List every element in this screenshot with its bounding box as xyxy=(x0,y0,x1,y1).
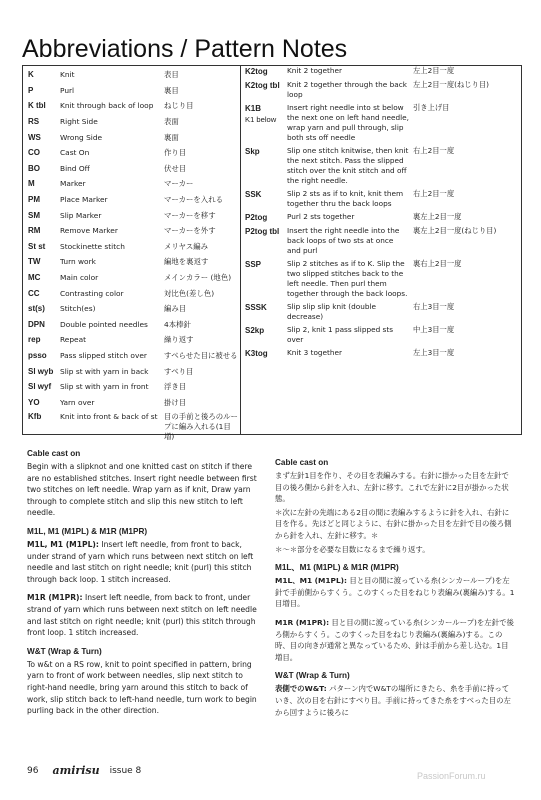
abbrev-english: Slip slip slip knit (double decrease) xyxy=(287,302,377,321)
m1r-paragraph xyxy=(27,592,259,638)
abbrev-row xyxy=(28,379,238,395)
abbrev-row xyxy=(245,66,520,77)
m1r-text-ja: 目と目の間に渡っている糸(シンカーループ)を左針で後ろ側からすくう。このすくった目をねじり表編み(裏編み)する。この時、目の向きが通常と異なっているため、針は手前から差し込む。1目増目。 xyxy=(275,617,514,662)
abbrev-english: Remove Marker xyxy=(60,226,118,236)
abbrev-japanese: 引き上げ目 xyxy=(413,103,450,112)
abbrev-japanese: メインカラー (地色) xyxy=(164,273,232,283)
abbrev-japanese: すべらせた目に被せる xyxy=(164,350,238,360)
abbrev-japanese: すべり目 xyxy=(164,366,194,376)
abbrev-english: Wrong Side xyxy=(60,132,103,142)
abbrev-english: Insert the right needle into the back loops of two sts at once and purl xyxy=(287,226,400,255)
abbrev-code: Sl wyb xyxy=(28,366,54,376)
m1r-text: Insert left needle, from back to front, under strand of yarn which runs between next stitch on left needle and last stitch on right needle; knit (purl) this stitch through front loop. 1 stitch increased. xyxy=(27,593,257,638)
abbrev-english: Cast On xyxy=(60,148,90,158)
abbrev-japanese: ねじり目 xyxy=(164,101,194,111)
abbrev-japanese: 中上3目一度 xyxy=(413,325,455,334)
abbrev-row xyxy=(245,80,520,100)
abbrev-code-cell xyxy=(245,189,287,209)
abbrev-code-cell xyxy=(245,103,287,143)
abbrev-code: P2tog xyxy=(245,213,268,222)
abbrev-code: YO xyxy=(28,397,40,407)
abbrev-english: Marker xyxy=(60,179,86,189)
m1r-label-ja: M1R (M1PR): xyxy=(275,617,330,627)
abbrev-japanese: 裏面 xyxy=(164,132,179,142)
abbreviations-table xyxy=(22,65,522,442)
m1-heading-ja: M1L、M1 (M1PL) & M1R (M1PR) xyxy=(275,563,399,573)
abbrev-code-cell xyxy=(245,146,287,186)
abbrev-code: SSK xyxy=(245,190,262,199)
abbrev-row xyxy=(28,207,238,223)
abbrev-row xyxy=(245,189,520,209)
m1l-paragraph-ja xyxy=(275,575,515,610)
abbrev-english: Bind Off xyxy=(60,163,90,173)
abbrev-code: K2tog tbl xyxy=(245,81,280,90)
abbrev-code: M xyxy=(28,179,35,189)
abbrev-english: Slip st with yarn in front xyxy=(60,382,149,392)
abbrev-japanese: 目の手前と後ろのループに編み入れる(1目増) xyxy=(164,412,238,442)
wt-label-ja: 表側でのW&T: xyxy=(275,684,327,694)
abbrev-row xyxy=(28,114,238,130)
abbrev-japanese: 裏右上2目一度 xyxy=(413,259,462,268)
abbrev-code: st(s) xyxy=(28,304,45,314)
abbrev-english: Knit 2 together through the back loop xyxy=(287,80,407,99)
abbrev-japanese: 対比色(差し色) xyxy=(164,288,215,298)
abbrev-japanese: 裏目 xyxy=(164,85,179,95)
abbrev-code-cell xyxy=(245,325,287,345)
abbrev-english: Pass slipped stitch over xyxy=(60,350,147,360)
abbrev-english: Insert right needle into st below the next one on left hand needle, wrap yarn and pull through, slip both sts off needle xyxy=(287,103,409,142)
wt-paragraph-ja xyxy=(275,683,515,718)
abbrev-code-cell xyxy=(245,348,287,359)
abbrev-code: rep xyxy=(28,335,41,345)
abbreviations-left-column xyxy=(28,67,238,442)
abbrev-english: Purl xyxy=(60,85,75,95)
abbrev-row xyxy=(28,301,238,317)
abbrev-japanese: 右上2目一度 xyxy=(413,189,455,198)
abbrev-row xyxy=(28,176,238,192)
abbrev-code: K tbl xyxy=(28,101,46,111)
column-divider xyxy=(240,66,241,434)
abbrev-row xyxy=(28,145,238,161)
cable-cast-on-heading-ja: Cable cast on xyxy=(275,458,329,467)
abbrev-row xyxy=(28,317,238,333)
abbrev-english: Slip 2, knit 1 pass slipped sts over xyxy=(287,325,393,344)
abbrev-japanese: メリヤス編み xyxy=(164,241,209,251)
abbrev-row xyxy=(245,212,520,223)
abbrev-japanese: 左上2目一度 xyxy=(413,66,455,75)
abbrev-japanese: 編み目 xyxy=(164,304,187,314)
abbrev-japanese: 伏せ目 xyxy=(164,163,187,173)
abbrev-row xyxy=(28,239,238,255)
abbrev-code: P2tog tbl xyxy=(245,227,280,236)
abbrev-english: Slip Marker xyxy=(60,210,102,220)
abbrev-code: K1B xyxy=(245,104,262,113)
abbrev-code: MC xyxy=(28,273,41,283)
notes-japanese xyxy=(275,457,515,725)
abbrev-code: CO xyxy=(28,148,40,158)
abbrev-english: Repeat xyxy=(60,335,87,345)
abbrev-row xyxy=(28,332,238,348)
abbrev-code-cell xyxy=(245,66,287,77)
cable-cast-on-text-ja-3: ＊〜＊部分を必要な目数になるまで繰り返す。 xyxy=(275,544,430,554)
abbrev-japanese: 4本棒針 xyxy=(164,319,191,329)
abbrev-code: DPN xyxy=(28,319,45,329)
abbrev-code: S2kp xyxy=(245,326,265,335)
abbrev-code: Kfb xyxy=(28,412,42,422)
m1l-text: Insert left needle, from front to back, under strand of yarn which runs between next stitch on left needle and last stitch on right needle; knit (purl) this stitch through back loop. 1 stitch increased. xyxy=(27,539,254,584)
abbrev-english: Double pointed needles xyxy=(60,319,148,329)
abbrev-code: St st xyxy=(28,241,46,251)
m1l-label-ja: M1L、M1 (M1PL): xyxy=(275,576,348,586)
abbrev-japanese: 右上3目一度 xyxy=(413,302,455,311)
abbrev-code: psso xyxy=(28,350,47,360)
abbrev-code: Sl wyf xyxy=(28,382,52,392)
abbrev-code-cell xyxy=(245,259,287,299)
page-number: 96 xyxy=(27,765,39,776)
m1r-paragraph-ja xyxy=(275,617,515,663)
abbrev-english: Knit 3 together xyxy=(287,348,343,357)
abbrev-english: Slip st with yarn in back xyxy=(60,366,149,376)
m1l-text-ja: 目と目の間に渡っている糸(シンカーループ)を左針で手前側からすくう。このすくった目をねじり表編み(裏編み)する。1目増目。 xyxy=(275,576,515,609)
abbrev-japanese: マーカーを移す xyxy=(164,210,216,220)
abbrev-english: Slip 2 sts as if to knit, knit them together thru the back loops xyxy=(287,189,404,208)
wt-heading: W&T (Wrap & Turn) xyxy=(27,646,102,656)
page-title: Abbreviations / Pattern Notes xyxy=(22,35,348,63)
cable-cast-on-text: Begin with a slipknot and one knitted cast on stitch if there are no established stitches. Insert right needle between first two stitches on left needle. Wrap yarn as if knit, Draw yarn through to complete stitch and slip this new stitch to left needle. xyxy=(27,462,257,518)
abbrev-japanese: 繰り返す xyxy=(164,335,194,345)
abbrev-english: Knit 2 together xyxy=(287,66,343,75)
abbrev-row xyxy=(28,394,238,410)
abbrev-row xyxy=(28,223,238,239)
wt-text-ja: パターン内でW&Tの場所にきたら、糸を手前に持っていき、次の目を右針にすべり目。手前に持ってきた糸をすべった目の左から回すように後ろに xyxy=(275,684,511,717)
abbrev-japanese: 編地を裏返す xyxy=(164,257,209,267)
abbrev-code: RM xyxy=(28,226,41,236)
m1r-label: M1R (M1PR): xyxy=(27,593,83,603)
abbrev-japanese: 表面 xyxy=(164,117,179,127)
footer xyxy=(27,764,141,777)
cable-cast-on-heading: Cable cast on xyxy=(27,449,81,458)
m1l-paragraph xyxy=(27,539,259,585)
abbrev-row xyxy=(28,129,238,145)
abbrev-english: Stitch(es) xyxy=(60,304,96,314)
abbrev-japanese: 浮き目 xyxy=(164,382,187,392)
abbrev-japanese: 右上2目一度 xyxy=(413,146,455,155)
issue-label: issue 8 xyxy=(109,765,142,776)
abbrev-row xyxy=(28,98,238,114)
abbrev-code: K3tog xyxy=(245,349,268,358)
abbrev-row xyxy=(28,348,238,364)
cable-cast-on-text-ja-1: まず左針1目を作り、その目を表編みする。右針に掛かった目を左針で目の後ろ側から針を入れ、左針に移す。これで左針に2目が掛かった状態。 xyxy=(275,471,509,504)
abbrev-row xyxy=(245,259,520,299)
abbrev-row xyxy=(28,161,238,177)
abbrev-row xyxy=(28,192,238,208)
abbrev-english: Contrasting color xyxy=(60,288,124,298)
abbrev-english: Knit into front & back of st xyxy=(60,412,158,422)
abbrev-code: WS xyxy=(28,132,41,142)
abbrev-japanese: 作り目 xyxy=(164,148,187,158)
abbrev-row xyxy=(28,67,238,83)
abbrev-code: PM xyxy=(28,195,40,205)
abbrev-english: Purl 2 sts together xyxy=(287,212,355,221)
abbrev-code-cell xyxy=(245,226,287,256)
abbrev-code: K xyxy=(28,70,34,80)
abbrev-english: Slip 2 stitches as if to K. Slip the two slipped stitches back to the left needle. Then purl them together through the back loops. xyxy=(287,259,408,298)
wt-heading-ja: W&T (Wrap & Turn) xyxy=(275,671,350,681)
abbrev-alt-code: K1 below xyxy=(245,115,277,124)
abbrev-japanese: 左上2目一度(ねじり目) xyxy=(413,80,490,89)
notes-english xyxy=(27,448,259,724)
abbrev-row xyxy=(245,302,520,322)
abbrev-japanese: 掛け目 xyxy=(164,397,187,407)
abbrev-japanese: 裏左上2目一度(ねじり目) xyxy=(413,226,497,235)
abbrev-code-cell xyxy=(245,212,287,223)
abbrev-code: TW xyxy=(28,257,41,267)
abbrev-english: Yarn over xyxy=(60,397,95,407)
magazine-logo: amirisu xyxy=(52,764,100,777)
abbrev-row xyxy=(28,270,238,286)
abbrev-code-cell xyxy=(245,302,287,322)
abbrev-row xyxy=(245,325,520,345)
m1l-label: M1L, M1 (M1PL): xyxy=(27,539,99,549)
abbrev-code: SSP xyxy=(245,260,262,269)
abbrev-japanese: マーカーを外す xyxy=(164,226,216,236)
abbrev-row xyxy=(28,83,238,99)
abbrev-row xyxy=(245,226,520,256)
abbrev-code: BO xyxy=(28,163,40,173)
abbrev-code: Skp xyxy=(245,147,260,156)
abbrev-row xyxy=(28,363,238,379)
abbrev-code: SM xyxy=(28,210,40,220)
abbrev-code: RS xyxy=(28,117,40,127)
abbreviations-right-column xyxy=(245,66,520,362)
abbrev-code: K2tog xyxy=(245,67,268,76)
abbrev-english: Turn work xyxy=(60,257,96,267)
abbrev-row xyxy=(28,410,238,442)
abbrev-japanese: 左上3目一度 xyxy=(413,348,455,357)
abbrev-english: Slip one stitch knitwise, then knit the next stitch. Pass the slipped stitch over the knit stitch and off the right needle. xyxy=(287,146,409,185)
abbrev-english: Place Marker xyxy=(60,195,108,205)
abbrev-code-cell xyxy=(245,80,287,100)
abbrev-japanese: 裏左上2目一度 xyxy=(413,212,462,221)
wt-text: To w&t on a RS row, knit to point specified in pattern, bring yarn to front of work between needles, slip next stitch to right-hand needle, bring yarn around this stitch to back of work, slip stitch back to left-hand needle, turn work to begin purling back in the other direction. xyxy=(27,659,257,716)
abbrev-code: SSSK xyxy=(245,303,267,312)
cable-cast-on-text-ja-2: ＊次に左針の先端にある2目の間に表編みするように針を入れ、右針に目を作る。先ほどと同じように、右針に掛かった目を左針で目の後ろ側から針を入れ、左針に移す。＊ xyxy=(275,507,512,540)
abbrev-japanese: マーカー xyxy=(164,179,194,189)
abbrev-row xyxy=(245,103,520,143)
abbrev-row xyxy=(245,146,520,186)
abbrev-english: Stockinette stitch xyxy=(60,241,125,251)
abbrev-japanese: マーカーを入れる xyxy=(164,195,223,205)
abbrev-english: Right Side xyxy=(60,117,98,127)
abbrev-japanese: 表目 xyxy=(164,70,179,80)
abbrev-row xyxy=(28,285,238,301)
watermark: PassionForum.ru xyxy=(417,771,486,781)
abbrev-code: P xyxy=(28,85,34,95)
abbrev-english: Knit xyxy=(60,70,75,80)
abbrev-row xyxy=(28,254,238,270)
m1-heading: M1L, M1 (M1PL) & M1R (M1PR) xyxy=(27,526,148,536)
abbrev-english: Main color xyxy=(60,273,99,283)
abbrev-code: CC xyxy=(28,288,40,298)
abbrev-english: Knit through back of loop xyxy=(60,101,154,111)
abbrev-row xyxy=(245,348,520,359)
